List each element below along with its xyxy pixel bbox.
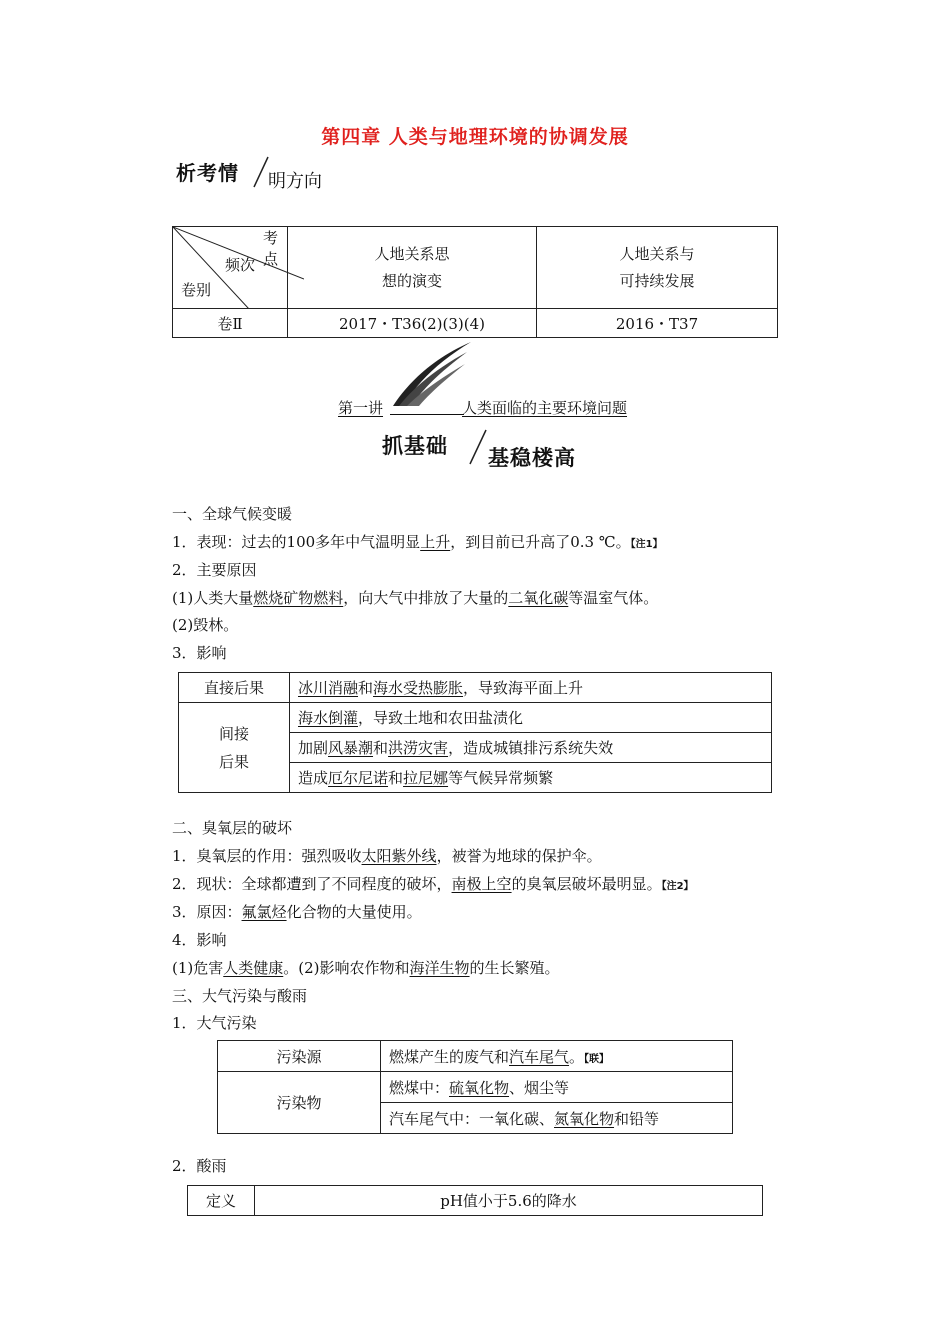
header-cell-1 (288, 227, 537, 309)
s1-line-3 (172, 587, 658, 609)
header-1-line-1: 人地关系思 (374, 244, 450, 263)
text: (1)危害 (172, 959, 224, 977)
key-term: 拉尼娜 (403, 769, 449, 787)
corner-top-label: 考点 (263, 229, 279, 268)
header-cell-2 (537, 227, 778, 309)
header-2-line-2: 可持续发展 (619, 271, 695, 290)
text: 加剧 (298, 739, 329, 757)
definition-value-cell: pH值小于5.6的降水 (255, 1186, 763, 1216)
text: (1)人类大量 (172, 589, 254, 607)
key-term: 二氧化碳 (508, 589, 569, 607)
s2-line-3 (172, 901, 422, 923)
key-term: 人类健康 (223, 959, 284, 977)
badge-sub-text: 明方向 (268, 171, 322, 192)
key-term: 太阳紫外线 (361, 847, 437, 865)
key-term: 上升 (420, 533, 451, 551)
key-term: 海水受热膨胀 (373, 679, 464, 697)
s2-line-5 (172, 957, 560, 979)
impact-table (178, 672, 772, 793)
source-label-cell: 污染源 (218, 1041, 381, 1072)
pollutant-label-cell: 污染物 (218, 1072, 381, 1134)
acid-rain-table (187, 1185, 763, 1216)
s1-heading: 一、全球气候变暖 (172, 505, 293, 523)
key-term: 氮氧化物 (554, 1109, 615, 1128)
text: 2．现状：全球都遭到了不同程度的破坏， (172, 875, 452, 893)
exam-frequency-table (172, 226, 778, 338)
lecture-number: 第一讲 (338, 399, 384, 417)
key-term: 冰川消融 (298, 679, 359, 697)
pollutant-row-2 (381, 1103, 733, 1134)
note-marker: 【联】 (584, 1053, 610, 1065)
text: 和 (388, 769, 404, 787)
row-value-1: 2017・T36(2)(3)(4) (288, 309, 537, 338)
text: 汽车尾气中：一氧化碳、 (389, 1109, 555, 1128)
indirect-row-2 (290, 733, 772, 763)
key-term: 洪涝灾害 (388, 739, 449, 757)
row-value-2: 2016・T37 (537, 309, 778, 338)
key-term: 南极上空 (451, 875, 512, 893)
indirect-row-3 (290, 763, 772, 793)
s2-heading: 二、臭氧层的破坏 (172, 819, 293, 837)
badge-main-text: 析考情 (176, 161, 239, 185)
text: ，向大气中排放了大量的 (343, 589, 509, 607)
text: ，造成城镇排污系统失效 (448, 739, 614, 757)
chapter-title: 第四章 人类与地理环境的协调发展 (321, 126, 629, 148)
key-term: 硫氧化物 (449, 1078, 510, 1097)
text: 、烟尘等 (509, 1078, 570, 1097)
definition-label-cell: 定义 (188, 1186, 255, 1216)
indirect-row-1 (290, 703, 772, 733)
text: 和 (358, 679, 374, 697)
text: 1．表现：过去的100多年中气温明显 (172, 533, 421, 551)
text: ，导致海平面上升 (463, 679, 584, 697)
text: 的生长繁殖。 (469, 959, 560, 977)
s2-line-4: 4．影响 (172, 931, 227, 949)
lecture-underline-gap (390, 414, 464, 415)
indirect-label-line-1: 间接 (218, 724, 249, 743)
indirect-label-cell (179, 703, 290, 793)
header-2-line-1: 人地关系与 (619, 244, 695, 263)
note-marker: 【注2】 (661, 881, 694, 892)
pollutant-row-1 (381, 1072, 733, 1103)
text: 燃煤产生的废气和 (389, 1047, 510, 1066)
key-term: 厄尔尼诺 (328, 769, 389, 787)
pollution-table (217, 1040, 733, 1134)
row-label-cell: 卷Ⅱ (173, 309, 288, 338)
key-term: 海洋生物 (409, 959, 470, 977)
corner-header-cell (173, 227, 288, 309)
text: ，到目前已升高了0.3 ℃。 (450, 533, 631, 551)
text: 等气候异常频繁 (448, 769, 554, 787)
corner-bottom-label: 卷别 (181, 281, 212, 299)
lecture-title: 人类面临的主要环境问题 (462, 399, 628, 417)
corner-mid-label: 频次 (225, 256, 256, 274)
badge-basics-main: 抓基础 (382, 434, 448, 458)
direct-value-cell (290, 673, 772, 703)
text: 。 (569, 1047, 585, 1066)
note-marker: 【注1】 (630, 539, 663, 550)
s2-line-2 (172, 873, 694, 895)
text: 和 (373, 739, 389, 757)
s2-line-1 (172, 845, 602, 867)
text: 。(2)影响农作物和 (283, 959, 410, 977)
indirect-label-line-2: 后果 (218, 752, 249, 771)
text: ，被誉为地球的保护伞。 (436, 847, 602, 865)
s3-heading: 三、大气污染与酸雨 (172, 987, 308, 1005)
text: 的臭氧层破坏最明显。 (511, 875, 662, 893)
s3-line-1: 1．大气污染 (172, 1014, 257, 1032)
s1-line-1 (172, 531, 663, 553)
s1-line-2: 2．主要原因 (172, 561, 257, 579)
s1-line-4: (2)毁林。 (172, 616, 239, 634)
slash-divider-icon (468, 428, 488, 466)
key-term: 风暴潮 (328, 739, 374, 757)
text: 和铅等 (614, 1109, 660, 1128)
text: 1．臭氧层的作用：强烈吸收 (172, 847, 362, 865)
lecture-heading (338, 397, 658, 419)
section-badge-analysis (176, 155, 336, 191)
badge-basics-sub: 基稳楼高 (488, 446, 576, 470)
source-value-cell (381, 1041, 733, 1072)
key-term: 燃烧矿物燃料 (253, 589, 344, 607)
section-badge-basics (382, 428, 622, 468)
header-1-line-2: 想的演变 (381, 271, 442, 290)
direct-label-cell: 直接后果 (179, 673, 290, 703)
text: ，导致土地和农田盐渍化 (358, 709, 524, 727)
text: 等温室气体。 (568, 589, 659, 607)
key-term: 汽车尾气 (509, 1047, 570, 1066)
text: 燃煤中： (389, 1078, 450, 1097)
s1-line-5: 3．影响 (172, 644, 227, 662)
key-term: 海水倒灌 (298, 709, 359, 727)
text: 3．原因： (172, 903, 242, 921)
key-term: 氟氯烃 (241, 903, 287, 921)
s3-line-2: 2．酸雨 (172, 1157, 227, 1175)
text: 造成 (298, 769, 329, 787)
text: 化合物的大量使用。 (286, 903, 422, 921)
